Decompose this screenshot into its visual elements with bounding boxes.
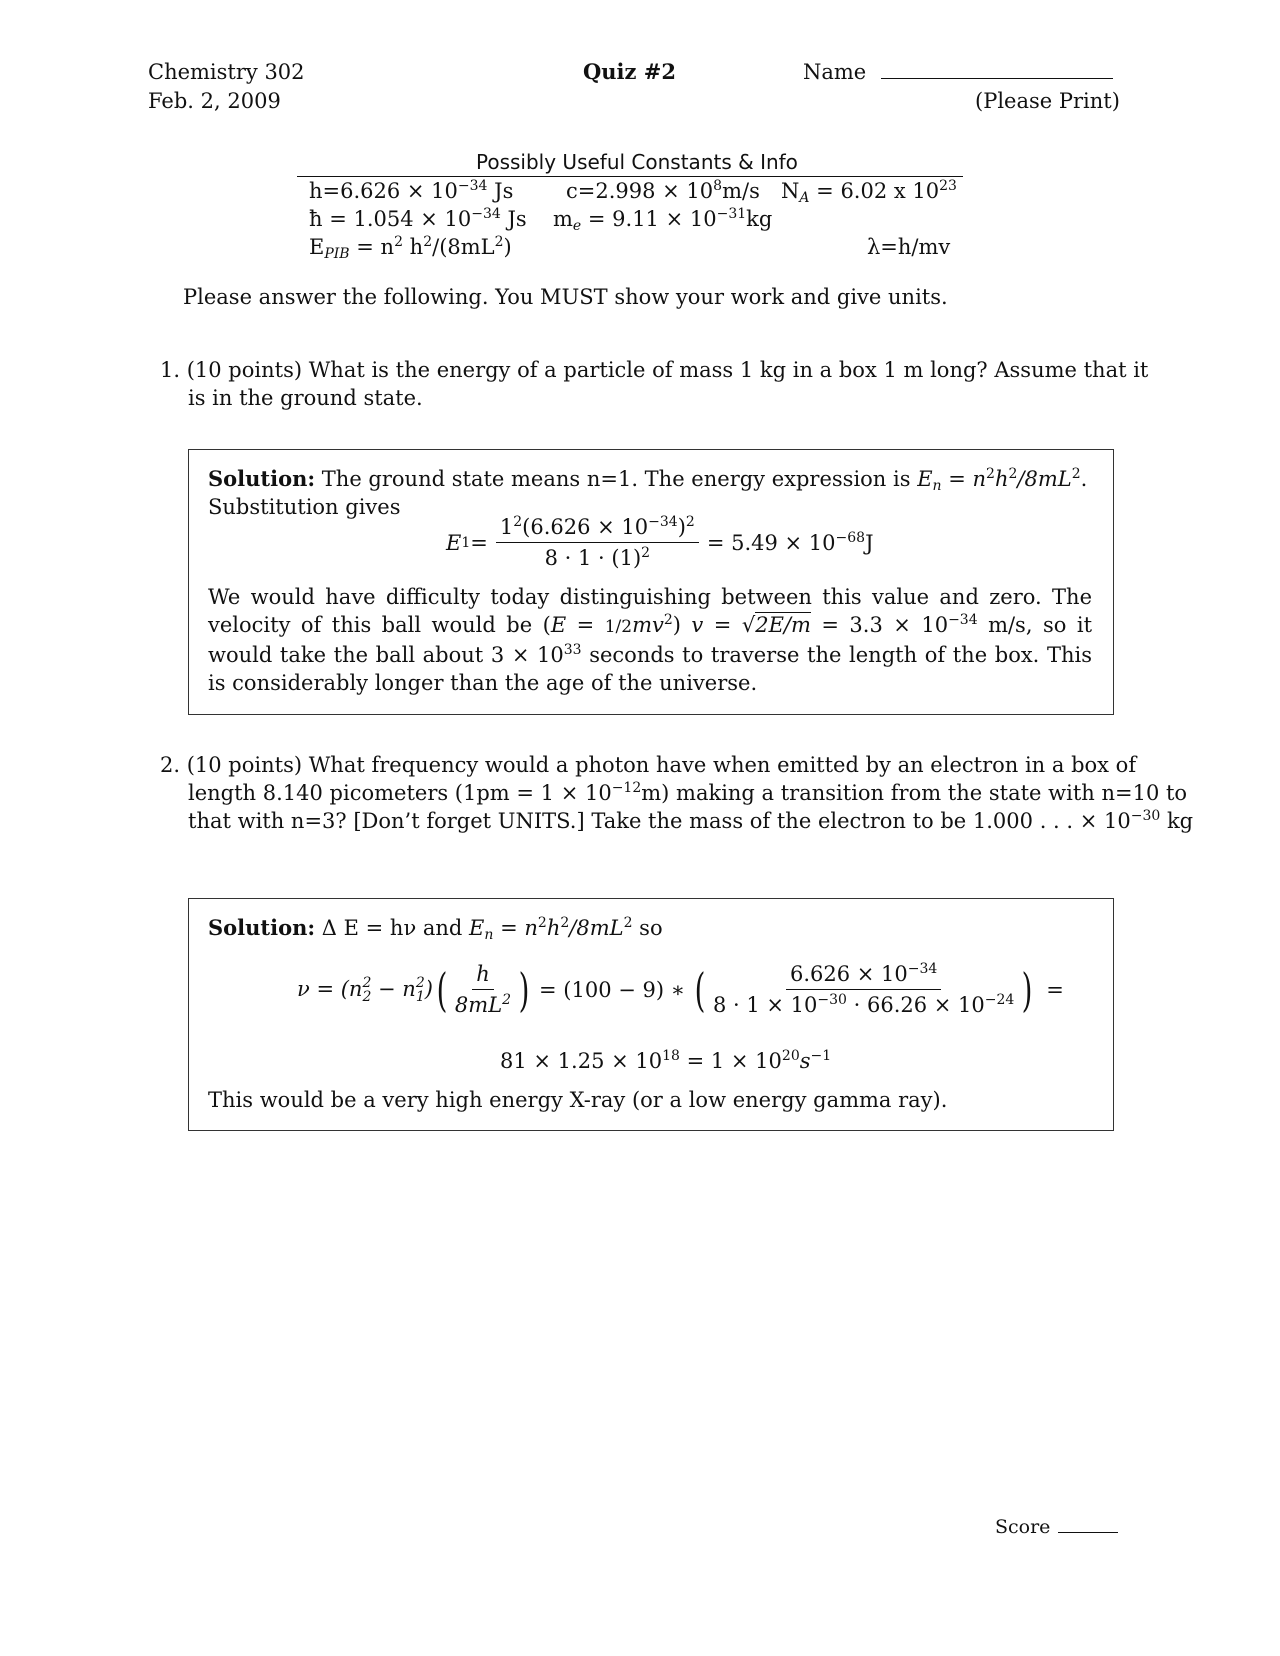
- constant-c: $c=2.998 \times 10^8m/s$: [566, 178, 760, 203]
- score-field[interactable]: [995, 1513, 1118, 1541]
- equation-lhs: E: [446, 530, 462, 555]
- name-label: Name: [803, 60, 867, 84]
- name-field-line[interactable]: [881, 78, 1113, 79]
- right-paren-2: ): [1021, 962, 1033, 1017]
- solution-1-explanation: We would have difficulty today distinguishing between this value and zero. The velocity of this ball would be $(E = 1/2mv^2)$ $v = √2E/m = 3.3 \times 10^{-34}$ m/s, so it would take the ball about $3 \times 10^{33}$ seconds to traverse the length of the box. This is considerably longer than the age of the universe.: [208, 585, 1093, 695]
- solution-1-intro: Solution: The ground state means n=1. The energy expression is $E_n = n^2h^2/8mL^2$.: [208, 466, 1088, 494]
- right-paren: ): [518, 962, 530, 1017]
- solution-1-substitution: Substitution gives: [208, 495, 401, 519]
- formula-particle-in-box: $E_{PIB} = n^2$ $h^2/(8mL^2)$: [309, 234, 512, 262]
- formula-de-broglie: λ=h/mv: [867, 235, 951, 259]
- equation-fraction: $\frac{1^2(6.626 \times 10^{-34})^2}{8 \cdot 1 \cdot (1)^2}$: [496, 515, 699, 570]
- score-line[interactable]: [1058, 1516, 1118, 1533]
- equation-result: = $5.49 \times 10^{-68}J$: [706, 529, 874, 555]
- question-2-line-2: length 8.140 picometers $(1pm = 1 \times 10^{-12}m)$ making a transition from the state with n=10 to: [188, 780, 1188, 805]
- left-paren: (: [436, 962, 448, 1017]
- trailing-equals: =: [1046, 977, 1064, 1002]
- print-note: (Please Print): [975, 89, 1120, 113]
- quiz-date: Feb. 2, 2009: [148, 89, 281, 113]
- solution-1-equation: E 1 = $\frac{1^2(6.626 \times 10^{-34})^2}{8 \cdot 1 \cdot (1)^2}$ = $5.49 \times 10^{-68}J$: [446, 514, 874, 570]
- constant-avogadro: $N_A = 6.02$ x $10^{23}$: [781, 178, 957, 206]
- fraction-h-over-8mL2: $\frac{h}{8mL^2}$: [454, 962, 512, 1017]
- question-2-line-3: that with n=3? [Don’t forget UNITS.] Take the mass of the electron to be 1.000 . . . × $10^{-30}$ kg: [188, 808, 1194, 833]
- equation-equals: =: [470, 530, 488, 555]
- score-label: Score: [995, 1516, 1051, 1538]
- constant-electron-mass: $m_e = 9.11 \times 10^{-31}kg$: [553, 206, 773, 234]
- question-1-line-2: is in the ground state.: [188, 386, 423, 410]
- question-2-line-1: 2. (10 points) What frequency would a photon have when emitted by an electron in a box of: [160, 753, 1137, 777]
- middle-expression: = (100 − 9) ∗: [539, 977, 686, 1002]
- solution-2-conclusion: This would be a very high energy X-ray (or a low energy gamma ray).: [208, 1088, 948, 1112]
- left-paren-2: (: [694, 962, 706, 1017]
- constants-title: Possibly Useful Constants & Info: [476, 150, 798, 174]
- constant-hbar: ħ = $1.054 \times 10^{-34}$ Js: [309, 206, 527, 231]
- course-name: Chemistry 302: [148, 60, 305, 84]
- quiz-title: Quiz #2: [583, 59, 676, 84]
- solution-2-equation: [297, 962, 1064, 1017]
- solution-2-intro: Solution: Δ E = hν and $E_n = n^2h^2/8mL^2$ so: [208, 915, 663, 943]
- constant-h: $h=6.626 \times 10^{-34}$ Js: [309, 178, 514, 203]
- nu-expression: ν = (n 2 2 − n 2 1 ): [297, 975, 433, 1006]
- question-1-line-1: 1. (10 points) What is the energy of a particle of mass 1 kg in a box 1 m long? Assume that it: [160, 358, 1149, 382]
- fraction-numeric: $\frac{6.626 \times 10^{-34}}{8 \cdot 1 \times 10^{-30} \cdot 66.26 \times 10^{-24}}$: [712, 961, 1015, 1017]
- solution-2-result: $81 \times 1.25 \times 10^{18} = 1 \times 10^{20}s^{-1}$: [500, 1048, 832, 1073]
- instructions: Please answer the following. You MUST show your work and give units.: [183, 285, 948, 309]
